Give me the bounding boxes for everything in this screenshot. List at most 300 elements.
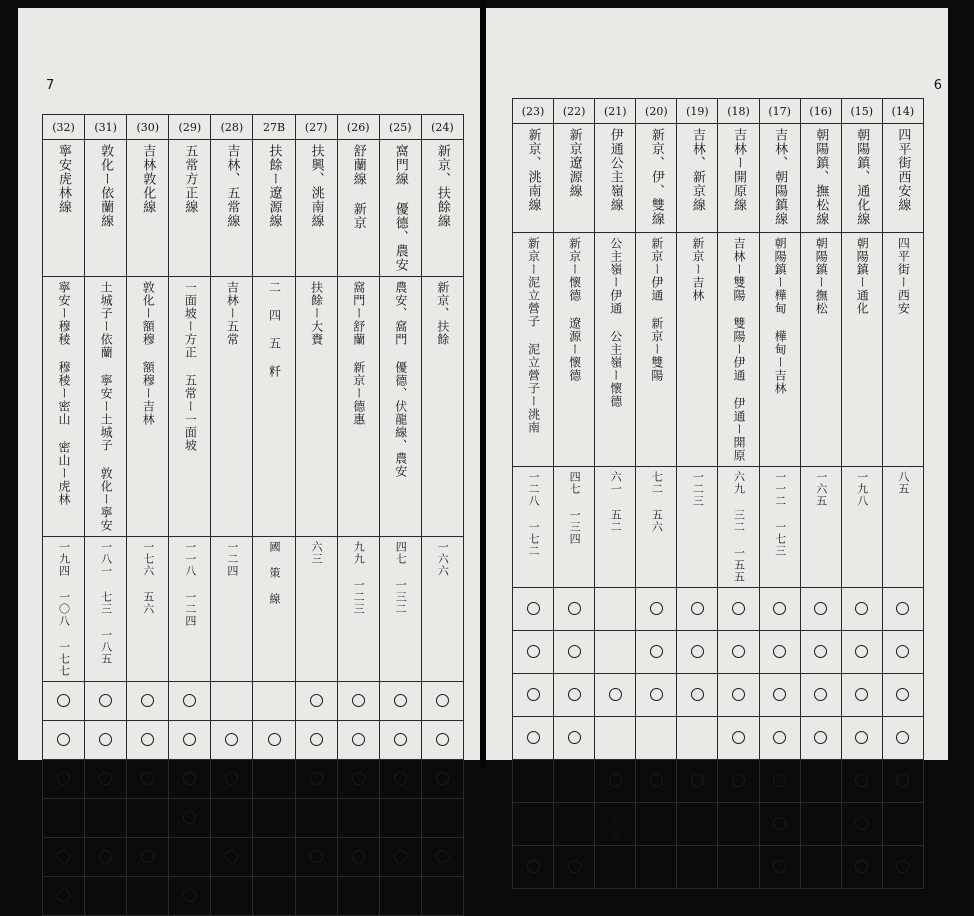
- route-name: 敦化ー依蘭線: [98, 144, 114, 228]
- mark-cell: [595, 717, 636, 760]
- station-section: 朝陽鎮ー樺甸 樺甸ー吉林: [773, 237, 788, 395]
- circle-mark-icon: [691, 688, 704, 701]
- circle-mark-icon: [609, 774, 622, 787]
- circle-mark-icon: [814, 602, 827, 615]
- station-section: 農安、窩門 優德、伏龍線、農安: [393, 281, 408, 478]
- circle-mark-icon: [436, 733, 449, 746]
- mark-cell: [759, 631, 800, 674]
- station-section-cell: [513, 233, 554, 467]
- route-name-cell: [337, 140, 379, 277]
- mark-cell: [379, 838, 421, 877]
- mark-cell: [554, 588, 595, 631]
- route-table-right: [512, 98, 924, 889]
- station-section-cell: [127, 277, 169, 537]
- mark-cell: [595, 803, 636, 846]
- circle-mark-icon: [310, 694, 323, 707]
- circle-mark-icon: [896, 688, 909, 701]
- left-page: [18, 8, 480, 760]
- mark-row: [43, 877, 464, 916]
- mark-cell: [882, 846, 923, 889]
- circle-mark-icon: [436, 772, 449, 785]
- mark-cell: [595, 631, 636, 674]
- route-name-cell: [253, 140, 295, 277]
- route-number: (26): [346, 120, 370, 134]
- station-section-cell: [43, 277, 85, 537]
- circle-mark-icon: [732, 774, 745, 787]
- route-name: 吉林ー開原線: [731, 128, 747, 212]
- mark-cell: [554, 631, 595, 674]
- mark-cell: [85, 799, 127, 838]
- distance-km: 一一八 一二四: [183, 541, 197, 627]
- circle-mark-icon: [773, 817, 786, 830]
- route-name-cell: [43, 140, 85, 277]
- circle-mark-icon: [732, 602, 745, 615]
- circle-mark-icon: [814, 688, 827, 701]
- route-number-cell: [337, 115, 379, 140]
- circle-mark-icon: [650, 645, 663, 658]
- distance-cell: [169, 537, 211, 682]
- route-name: 扶興、洮南線: [308, 144, 324, 228]
- mark-cell: [127, 799, 169, 838]
- circle-mark-icon: [527, 645, 540, 658]
- mark-cell: [800, 631, 841, 674]
- route-name-cell: [800, 124, 841, 233]
- route-table-left: [42, 114, 464, 916]
- circle-mark-icon: [57, 850, 70, 863]
- distance-km: 一六六: [436, 541, 450, 577]
- station-section-cell: [800, 233, 841, 467]
- circle-mark-icon: [609, 688, 622, 701]
- station-section-cell: [759, 233, 800, 467]
- circle-mark-icon: [773, 645, 786, 658]
- station-section-cell: [636, 233, 677, 467]
- station-section-cell: [718, 233, 759, 467]
- mark-row: [513, 803, 924, 846]
- distance-km: 一一二 一七三: [773, 471, 787, 557]
- mark-cell: [882, 760, 923, 803]
- circle-mark-icon: [568, 860, 581, 873]
- distance-row: [513, 467, 924, 588]
- mark-cell: [211, 799, 253, 838]
- mark-cell: [43, 838, 85, 877]
- distance-km: 六九 三二 一五五: [732, 471, 746, 583]
- mark-cell: [211, 682, 253, 721]
- station-section: 朝陽鎮ー通化: [855, 237, 870, 315]
- mark-cell: [421, 760, 463, 799]
- mark-cell: [513, 803, 554, 846]
- distance-cell: [421, 537, 463, 682]
- mark-cell: [554, 846, 595, 889]
- mark-cell: [337, 760, 379, 799]
- route-number: (29): [178, 120, 202, 134]
- route-number-cell: [595, 99, 636, 124]
- station-section: 公主嶺ー伊通 公主嶺ー懷德: [608, 237, 623, 408]
- mark-row: [43, 721, 464, 760]
- route-number-cell: [718, 99, 759, 124]
- route-number: (15): [850, 104, 874, 118]
- mark-cell: [759, 674, 800, 717]
- mark-cell: [421, 682, 463, 721]
- station-section-cell: [379, 277, 421, 537]
- route-number-cell: [253, 115, 295, 140]
- route-number: (20): [645, 104, 668, 118]
- mark-cell: [295, 721, 337, 760]
- mark-cell: [800, 846, 841, 889]
- circle-mark-icon: [855, 731, 868, 744]
- circle-mark-icon: [568, 688, 581, 701]
- circle-mark-icon: [141, 733, 154, 746]
- distance-row: [43, 537, 464, 682]
- mark-cell: [337, 838, 379, 877]
- route-name-cell: [513, 124, 554, 233]
- distance-cell: [636, 467, 677, 588]
- route-name-cell: [554, 124, 595, 233]
- mark-cell: [554, 803, 595, 846]
- route-number: 27B: [262, 120, 286, 134]
- circle-mark-icon: [394, 733, 407, 746]
- route-name-cell: [295, 140, 337, 277]
- mark-cell: [169, 682, 211, 721]
- route-name-row: [43, 140, 464, 277]
- station-section-cell: [595, 233, 636, 467]
- route-name: 吉林、五常線: [224, 144, 240, 228]
- circle-mark-icon: [183, 694, 196, 707]
- circle-mark-icon: [568, 645, 581, 658]
- circle-mark-icon: [352, 694, 365, 707]
- circle-mark-icon: [568, 731, 581, 744]
- mark-cell: [337, 877, 379, 916]
- mark-cell: [379, 799, 421, 838]
- distance-cell: [211, 537, 253, 682]
- circle-mark-icon: [99, 694, 112, 707]
- station-section: 二 四 五 粁: [267, 281, 282, 378]
- distance-km: 六三: [310, 541, 324, 565]
- circle-mark-icon: [855, 645, 868, 658]
- distance-cell: [554, 467, 595, 588]
- mark-cell: [718, 803, 759, 846]
- station-section: 吉林ー雙陽 雙陽ー伊通 伊通ー開原: [732, 237, 747, 462]
- mark-cell: [718, 717, 759, 760]
- station-section: 新京ー吉林: [690, 237, 705, 302]
- station-section-cell: [841, 233, 882, 467]
- route-name: 朝陽鎮、通化線: [854, 128, 870, 226]
- route-name: 新京、伊、雙線: [648, 128, 664, 226]
- mark-cell: [295, 760, 337, 799]
- mark-cell: [636, 674, 677, 717]
- mark-cell: [379, 760, 421, 799]
- route-name: 扶餘ー遼源線: [266, 144, 282, 228]
- station-section: 一面坡ー方正 五常ー一面坡: [183, 281, 198, 452]
- station-section: 扶餘ー大賚: [309, 281, 324, 346]
- station-section: 四平街ー西安: [896, 237, 911, 315]
- station-section: 新京ー伊通 新京ー雙陽: [649, 237, 664, 382]
- mark-cell: [677, 674, 718, 717]
- route-number-cell: [295, 115, 337, 140]
- mark-row: [513, 674, 924, 717]
- route-name: 新京、洮南線: [525, 128, 541, 212]
- route-number-cell: [759, 99, 800, 124]
- circle-mark-icon: [183, 772, 196, 785]
- mark-cell: [882, 803, 923, 846]
- mark-cell: [211, 838, 253, 877]
- mark-cell: [636, 588, 677, 631]
- mark-cell: [841, 674, 882, 717]
- route-name-row: [513, 124, 924, 233]
- circle-mark-icon: [141, 772, 154, 785]
- mark-cell: [882, 588, 923, 631]
- route-number: (28): [220, 120, 244, 134]
- mark-cell: [337, 721, 379, 760]
- circle-mark-icon: [855, 774, 868, 787]
- mark-cell: [636, 631, 677, 674]
- station-section-cell: [677, 233, 718, 467]
- mark-cell: [85, 682, 127, 721]
- page-number-left: 7: [46, 78, 55, 93]
- mark-cell: [127, 760, 169, 799]
- mark-cell: [421, 877, 463, 916]
- mark-cell: [337, 682, 379, 721]
- distance-cell: [677, 467, 718, 588]
- distance-km: 一七六 五六: [141, 541, 155, 615]
- station-section-row: [513, 233, 924, 467]
- mark-cell: [677, 588, 718, 631]
- circle-mark-icon: [394, 850, 407, 863]
- mark-cell: [718, 674, 759, 717]
- station-section: 新京ー泥立營子 泥立營子ー洮南: [526, 237, 541, 434]
- distance-km: 國 策 線: [268, 541, 282, 605]
- station-section-cell: [211, 277, 253, 537]
- distance-km: 六一 五二: [609, 471, 623, 533]
- circle-mark-icon: [225, 772, 238, 785]
- mark-cell: [800, 717, 841, 760]
- circle-mark-icon: [650, 602, 663, 615]
- route-name-cell: [882, 124, 923, 233]
- mark-cell: [379, 877, 421, 916]
- mark-cell: [554, 674, 595, 717]
- distance-cell: [718, 467, 759, 588]
- route-number: (17): [768, 104, 791, 118]
- distance-cell: [800, 467, 841, 588]
- mark-cell: [169, 760, 211, 799]
- route-number-cell: [85, 115, 127, 140]
- circle-mark-icon: [691, 602, 704, 615]
- circle-mark-icon: [732, 645, 745, 658]
- circle-mark-icon: [57, 733, 70, 746]
- circle-mark-icon: [855, 602, 868, 615]
- mark-cell: [295, 682, 337, 721]
- mark-cell: [554, 717, 595, 760]
- circle-mark-icon: [855, 860, 868, 873]
- route-name: 吉林、朝陽鎮線: [772, 128, 788, 226]
- circle-mark-icon: [527, 731, 540, 744]
- route-name-cell: [595, 124, 636, 233]
- mark-cell: [636, 846, 677, 889]
- route-number: (19): [686, 104, 709, 118]
- mark-row: [513, 846, 924, 889]
- distance-cell: [295, 537, 337, 682]
- right-page: [486, 8, 948, 841]
- station-section: 新京、扶餘: [435, 281, 450, 346]
- mark-cell: [718, 631, 759, 674]
- route-number: (30): [136, 120, 160, 134]
- distance-cell: [759, 467, 800, 588]
- mark-cell: [718, 760, 759, 803]
- distance-km: 七二 五六: [650, 471, 664, 533]
- distance-cell: [85, 537, 127, 682]
- circle-mark-icon: [732, 731, 745, 744]
- mark-cell: [127, 838, 169, 877]
- mark-row: [513, 631, 924, 674]
- route-name-cell: [169, 140, 211, 277]
- circle-mark-icon: [773, 774, 786, 787]
- mark-cell: [595, 588, 636, 631]
- route-number-cell: [379, 115, 421, 140]
- distance-km: 一八一 七三 一八五: [99, 541, 113, 665]
- mark-cell: [337, 799, 379, 838]
- mark-cell: [43, 760, 85, 799]
- mark-cell: [759, 803, 800, 846]
- station-section-cell: [882, 233, 923, 467]
- mark-cell: [85, 838, 127, 877]
- handwritten-annotation: 公倍開: [609, 807, 621, 841]
- mark-cell: [85, 760, 127, 799]
- station-section: 寧安ー穆稜 穆稜ー密山 密山ー虎林: [57, 281, 72, 506]
- mark-cell: [595, 674, 636, 717]
- mark-cell: [43, 682, 85, 721]
- station-section-cell: [169, 277, 211, 537]
- route-name: 窩門線 優德、農安: [392, 144, 408, 272]
- circle-mark-icon: [773, 688, 786, 701]
- route-number-cell: [554, 99, 595, 124]
- distance-km: 一二三: [691, 471, 705, 507]
- mark-cell: [882, 674, 923, 717]
- mark-cell: [841, 846, 882, 889]
- mark-cell: [595, 846, 636, 889]
- route-name-cell: [841, 124, 882, 233]
- circle-mark-icon: [814, 645, 827, 658]
- mark-cell: [253, 721, 295, 760]
- mark-cell: [718, 846, 759, 889]
- route-number: (16): [809, 104, 832, 118]
- mark-cell: [759, 717, 800, 760]
- mark-cell: [841, 803, 882, 846]
- station-section-cell: [85, 277, 127, 537]
- mark-cell: [636, 803, 677, 846]
- mark-row: [513, 588, 924, 631]
- distance-cell: [127, 537, 169, 682]
- mark-cell: [211, 877, 253, 916]
- circle-mark-icon: [225, 733, 238, 746]
- route-number: (22): [562, 104, 586, 118]
- route-number-cell: [513, 99, 554, 124]
- mark-row: [513, 717, 924, 760]
- circle-mark-icon: [310, 850, 323, 863]
- route-name-cell: [636, 124, 677, 233]
- circle-mark-icon: [691, 774, 704, 787]
- route-name-cell: [379, 140, 421, 277]
- route-name: 新京遼源線: [566, 128, 582, 198]
- route-name-cell: [718, 124, 759, 233]
- circle-mark-icon: [352, 850, 365, 863]
- route-number: (31): [94, 120, 117, 134]
- circle-mark-icon: [773, 860, 786, 873]
- route-name: 舒蘭線 新京: [350, 144, 366, 230]
- mark-cell: [169, 721, 211, 760]
- circle-mark-icon: [141, 694, 154, 707]
- mark-cell: [513, 717, 554, 760]
- station-section-row: [43, 277, 464, 537]
- circle-mark-icon: [57, 772, 70, 785]
- route-number-cell: [841, 99, 882, 124]
- route-name-cell: [85, 140, 127, 277]
- circle-mark-icon: [732, 688, 745, 701]
- route-name: 四平街西安線: [895, 128, 911, 212]
- route-number-cell: [127, 115, 169, 140]
- route-number-cell: [43, 115, 85, 140]
- circle-mark-icon: [99, 850, 112, 863]
- route-number: (32): [52, 120, 75, 134]
- route-number-row: [513, 99, 924, 124]
- distance-cell: [841, 467, 882, 588]
- circle-mark-icon: [183, 811, 196, 824]
- mark-cell: [169, 877, 211, 916]
- route-name-cell: [127, 140, 169, 277]
- route-number: (25): [389, 120, 412, 134]
- route-number-cell: [211, 115, 253, 140]
- route-name-cell: [211, 140, 253, 277]
- route-name: 吉林、新京線: [689, 128, 705, 212]
- station-section: 新京ー懷德 遼源ー懷德: [567, 237, 582, 382]
- circle-mark-icon: [99, 772, 112, 785]
- circle-mark-icon: [394, 772, 407, 785]
- mark-cell: [421, 799, 463, 838]
- mark-cell: [379, 721, 421, 760]
- mark-row: [513, 760, 924, 803]
- circle-mark-icon: [268, 733, 281, 746]
- mark-row: [43, 838, 464, 877]
- circle-mark-icon: [855, 688, 868, 701]
- circle-mark-icon: [141, 850, 154, 863]
- mark-cell: [841, 631, 882, 674]
- mark-cell: [595, 760, 636, 803]
- mark-cell: [43, 877, 85, 916]
- mark-cell: [127, 682, 169, 721]
- distance-km: 一六五: [814, 471, 828, 507]
- circle-mark-icon: [896, 602, 909, 615]
- circle-mark-icon: [896, 860, 909, 873]
- circle-mark-icon: [896, 774, 909, 787]
- mark-cell: [295, 877, 337, 916]
- mark-cell: [841, 717, 882, 760]
- distance-km: 一二八 一七二: [527, 471, 541, 557]
- route-number-cell: [421, 115, 463, 140]
- mark-cell: [513, 631, 554, 674]
- circle-mark-icon: [183, 889, 196, 902]
- mark-cell: [513, 588, 554, 631]
- route-name: 新京、扶餘線: [434, 144, 450, 228]
- route-name: 吉林敦化線: [140, 144, 156, 214]
- route-number: (23): [521, 104, 545, 118]
- circle-mark-icon: [855, 817, 868, 830]
- circle-mark-icon: [691, 645, 704, 658]
- distance-km: 八五: [896, 471, 910, 495]
- station-section: 朝陽鎮ー撫松: [814, 237, 829, 315]
- route-number-row: [43, 115, 464, 140]
- circle-mark-icon: [436, 850, 449, 863]
- mark-cell: [421, 838, 463, 877]
- circle-mark-icon: [527, 860, 540, 873]
- route-number-cell: [882, 99, 923, 124]
